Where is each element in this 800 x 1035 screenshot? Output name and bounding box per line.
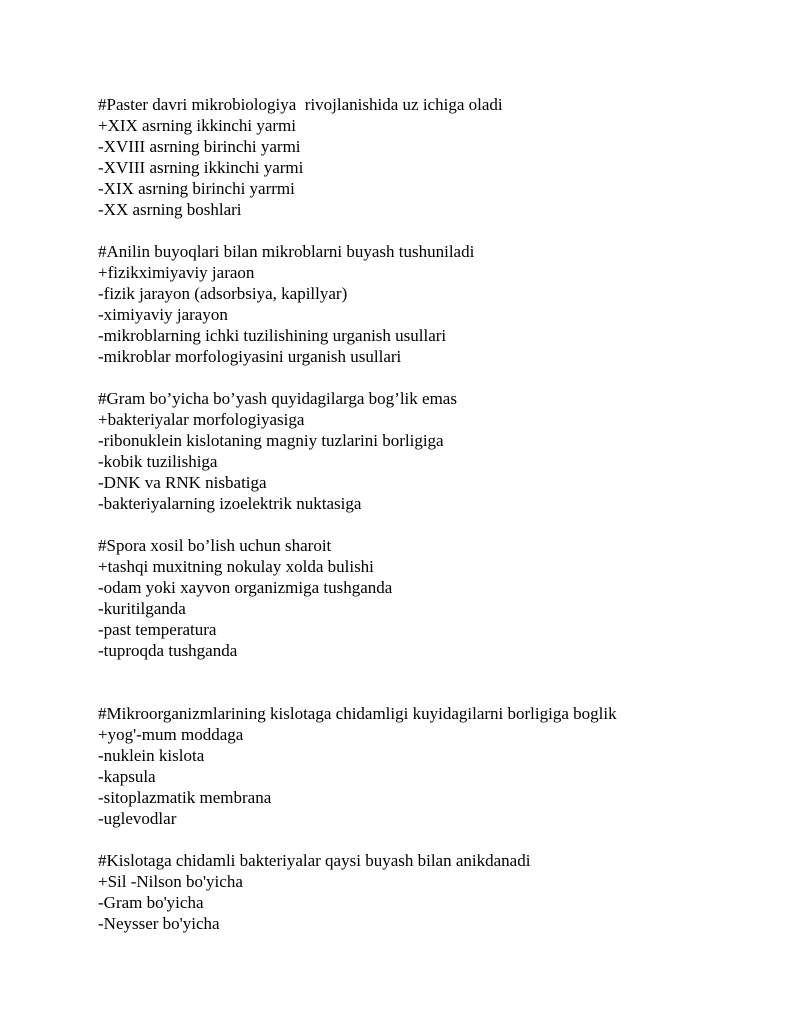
blank-line xyxy=(98,829,778,850)
answer-option: -ximiyaviy jarayon xyxy=(98,305,228,324)
answer-option: -bakteriyalarning izoelektrik nuktasiga xyxy=(98,494,362,513)
answer-option: -past temperatura xyxy=(98,620,217,639)
answer-option: -XX asrning boshlari xyxy=(98,200,242,219)
answer-option: +yog'-mum moddaga xyxy=(98,725,244,744)
answer-option: -XIX asrning birinchi yarrmi xyxy=(98,179,295,198)
answer-option: -mikroblarning ichki tuzilishining urganish usullari xyxy=(98,326,447,345)
answer-option: -XVIII asrning ikkinchi yarmi xyxy=(98,158,304,177)
blank-line xyxy=(98,661,778,703)
question-text: #Anilin buyoqlari bilan mikroblarni buyash tushuniladi xyxy=(98,242,475,261)
answer-option: +bakteriyalar morfologiyasiga xyxy=(98,410,305,429)
answer-option: -uglevodlar xyxy=(98,809,177,828)
answer-option: -Gram bo'yicha xyxy=(98,893,204,912)
question-text: #Mikroorganizmlarining kislotaga chidamligi kuyidagilarni borligiga boglik xyxy=(98,704,617,723)
answer-option: +fizikximiyaviy jaraon xyxy=(98,263,255,282)
answer-option: -DNK va RNK nisbatiga xyxy=(98,473,267,492)
answer-option: -nuklein kislota xyxy=(98,746,205,765)
answer-option: -kapsula xyxy=(98,767,156,786)
answer-option: -ribonuklein kislotaning magniy tuzlarini borligiga xyxy=(98,431,444,450)
answer-option: -XVIII asrning birinchi yarmi xyxy=(98,137,301,156)
question-block xyxy=(98,94,778,220)
question-block xyxy=(98,388,778,514)
answer-option: +tashqi muxitning nokulay xolda bulishi xyxy=(98,557,374,576)
answer-option: +XIX asrning ikkinchi yarmi xyxy=(98,116,296,135)
answer-option: -odam yoki xayvon organizmiga tushganda xyxy=(98,578,393,597)
answer-option: -sitoplazmatik membrana xyxy=(98,788,272,807)
question-text: #Paster davri mikrobiologiya rivojlanishida uz ichiga oladi xyxy=(98,95,503,114)
question-block xyxy=(98,703,778,829)
blank-line xyxy=(98,220,778,241)
blank-line xyxy=(98,514,778,535)
question-block xyxy=(98,535,778,661)
answer-option: -kobik tuzilishiga xyxy=(98,452,218,471)
document-body xyxy=(98,94,778,934)
answer-option: -mikroblar morfologiyasini urganish usullari xyxy=(98,347,402,366)
answer-option: -Neysser bo'yicha xyxy=(98,914,220,933)
answer-option: -tuproqda tushganda xyxy=(98,641,238,660)
question-text: #Spora xosil bo’lish uchun sharoit xyxy=(98,536,332,555)
question-text: #Gram bo’yicha bo’yash quyidagilarga bog’lik emas xyxy=(98,389,457,408)
question-block xyxy=(98,241,778,367)
question-text: #Kislotaga chidamli bakteriyalar qaysi buyash bilan anikdanadi xyxy=(98,851,531,870)
answer-option: -fizik jarayon (adsorbsiya, kapillyar) xyxy=(98,284,348,303)
blank-line xyxy=(98,367,778,388)
question-block xyxy=(98,850,778,934)
answer-option: -kuritilganda xyxy=(98,599,186,618)
answer-option: +Sil -Nilson bo'yicha xyxy=(98,872,243,891)
